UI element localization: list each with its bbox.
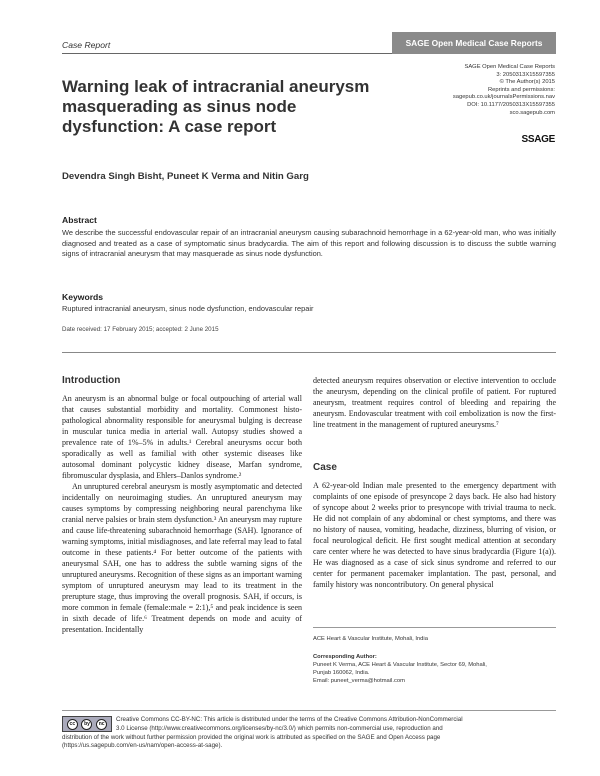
introduction-column xyxy=(62,393,302,635)
section-divider xyxy=(62,352,556,353)
introduction-paragraph: detected aneurysm requires observation or elective intervention to occlude the aneurysm, depending on the clinical profile of patient. For ruptured aneurysm, treatment requires control of bleeding and repairing the aneurysm. Endovascular treatment with coil embolization is now the first-line treatment in the management of ruptured aneurysms.⁷ xyxy=(313,376,556,429)
attribution-icon: by xyxy=(81,719,92,730)
introduction-continued xyxy=(313,375,556,430)
author-list: Devendra Singh Bisht, Puneet K Verma and Nitin Garg xyxy=(62,171,309,182)
article-type-label: Case Report xyxy=(62,40,111,50)
introduction-heading: Introduction xyxy=(62,375,121,386)
keywords-text: Ruptured intracranial aneurysm, sinus node dysfunction, endovascular repair xyxy=(62,304,314,313)
article-meta xyxy=(453,64,555,117)
abstract-heading: Abstract xyxy=(62,215,97,225)
footer-divider xyxy=(62,710,556,711)
introduction-paragraph: An unruptured cerebral aneurysm is mostly asymptomatic and detected incidentally on neuroimaging studies. An unruptured aneurysm may causes symptoms by compressing neighboring neural parenchyma like cranial nerve palsies or brain stem dysfunction.³ An aneurysm may rupture and cause life-threatening subarachnoid hemorrhage (SAH). Ignorance of warning symptoms, initial misdiagnoses, and late referral may lead to fatal outcome in these patients.⁴ For better outcome of the patients with aneurysmal SAH, one has to address the subtle warning signs of the unruptured aneurysms. Recognition of these signs as an important warning symptom of unruptured aneurysm may lead to its treatment in the prerupture stage, thus improving the overall prognosis. SAH, if occurs, is more common in female (female:male = 2:1),⁵ and peak incidence is seen in sixth decade of life.⁶ Treatment depends on mode and acuity of presentation. Incidentally xyxy=(62,482,302,634)
affiliation-divider xyxy=(313,627,556,628)
cc-icon: cc xyxy=(67,719,78,730)
title-line: dysfunction: A case report xyxy=(62,117,277,136)
title-line: Warning leak of intracranial aneurysm xyxy=(62,77,370,96)
license-text xyxy=(62,716,556,751)
sage-logo: SSAGE xyxy=(521,134,555,145)
meta-volume: 3: 2050313X15597355 xyxy=(496,71,555,78)
introduction-paragraph: An aneurysm is an abnormal bulge or focal outpouching of arterial wall that causes substantial morbidity and mortality. Commonest histo-pathological abnormality responsible for aneurysmal bulging is decrease in muscular tunica media in arterial wall. Autopsy studies showed a prevalence rate of 1%–5% in adults.¹ Cerebral aneurysms occur both sporadically as well as familial with other systemic diseases like autosomal dominant polycystic kidney disease, Marfan syndrome, fibromuscular dysplasia, and Ehlers–Danlos syndrome.² xyxy=(62,394,302,480)
corresponding-author-line: Puneet K Verma, ACE Heart & Vascular Institute, Sector 69, Mohali, xyxy=(313,662,487,668)
corresponding-author-heading: Corresponding Author: xyxy=(313,654,377,660)
title-line: masquerading as sinus node xyxy=(62,97,297,116)
keywords-heading: Keywords xyxy=(62,292,104,302)
institute-affiliation: ACE Heart & Vascular Institute, Mohali, India xyxy=(313,636,428,642)
case-heading: Case xyxy=(313,462,337,473)
license-line[interactable]: 3.0 License (http://www.creativecommons.org/licenses/by-nc/3.0/) which permits non-commercial use, reproduction and xyxy=(116,724,443,732)
affiliation-block xyxy=(313,635,556,685)
case-paragraph: A 62-year-old Indian male presented to the emergency department with complaints of one episode of presyncope 2 days back. He also had history of syncope about 2 weeks prior to presyncope with trivial trauma to neck. He did not complain of any abdominal or chest symptoms, and there was no history of nausea, vomiting, headache, dizziness, blurring of vision, or focal neurological deficit. He first sought medical attention at secondary care center where he was detected to have sinus bradycardia (Figure 1(a)). He was diagnosed as a case of sick sinus syndrome and referred to our center for permanent pacemaker implantation. The past, personal, and family history was noncontributory. On general physical xyxy=(313,481,556,589)
noncommercial-icon: nc xyxy=(96,719,107,730)
license-line: Creative Commons CC-BY-NC: This article is distributed under the terms of the Creative Commons Attribution-NonCommercial xyxy=(116,716,463,723)
corresponding-author-email[interactable]: Email: puneet_verma@hotmail.com xyxy=(313,678,405,684)
corresponding-author-line: Punjab 160062, India. xyxy=(313,670,370,676)
meta-journal: SAGE Open Medical Case Reports xyxy=(464,64,555,70)
meta-doi[interactable]: DOI: 10.1177/2050313X15597355 xyxy=(467,101,555,108)
cc-license-badge[interactable] xyxy=(62,716,112,732)
meta-site-link[interactable]: sco.sagepub.com xyxy=(509,109,555,116)
meta-permissions-link[interactable]: sagepub.co.uk/journalsPermissions.nav xyxy=(452,94,555,101)
article-title xyxy=(62,77,382,137)
abstract-text: We describe the successful endovascular repair of an intracranial aneurysm causing subarachnoid hemorrhage in a 62-year-old man, who was initially diagnosed and treated as a case of symptomatic sinus bradycardia. The aim of this report and following discussion is to discuss the subtle warning signs of intracranial aneurysm that may masquerade as sinus node dysfunction. xyxy=(62,228,556,259)
meta-copyright: © The Author(s) 2015 xyxy=(499,79,555,86)
header-divider xyxy=(62,53,392,54)
journal-banner[interactable]: SAGE Open Medical Case Reports xyxy=(392,32,556,54)
license-line: distribution of the work without further permission provided the original work is attributed as specified on the SAGE and Open Access page xyxy=(62,733,441,741)
meta-reprints: Reprints and permissions: xyxy=(487,86,555,93)
license-line[interactable]: (https://us.sagepub.com/en-us/nam/open-access-at-sage). xyxy=(62,742,223,750)
dates-received-accepted: Date received: 17 February 2015; accepted: 2 June 2015 xyxy=(62,326,219,333)
case-column xyxy=(313,480,556,590)
